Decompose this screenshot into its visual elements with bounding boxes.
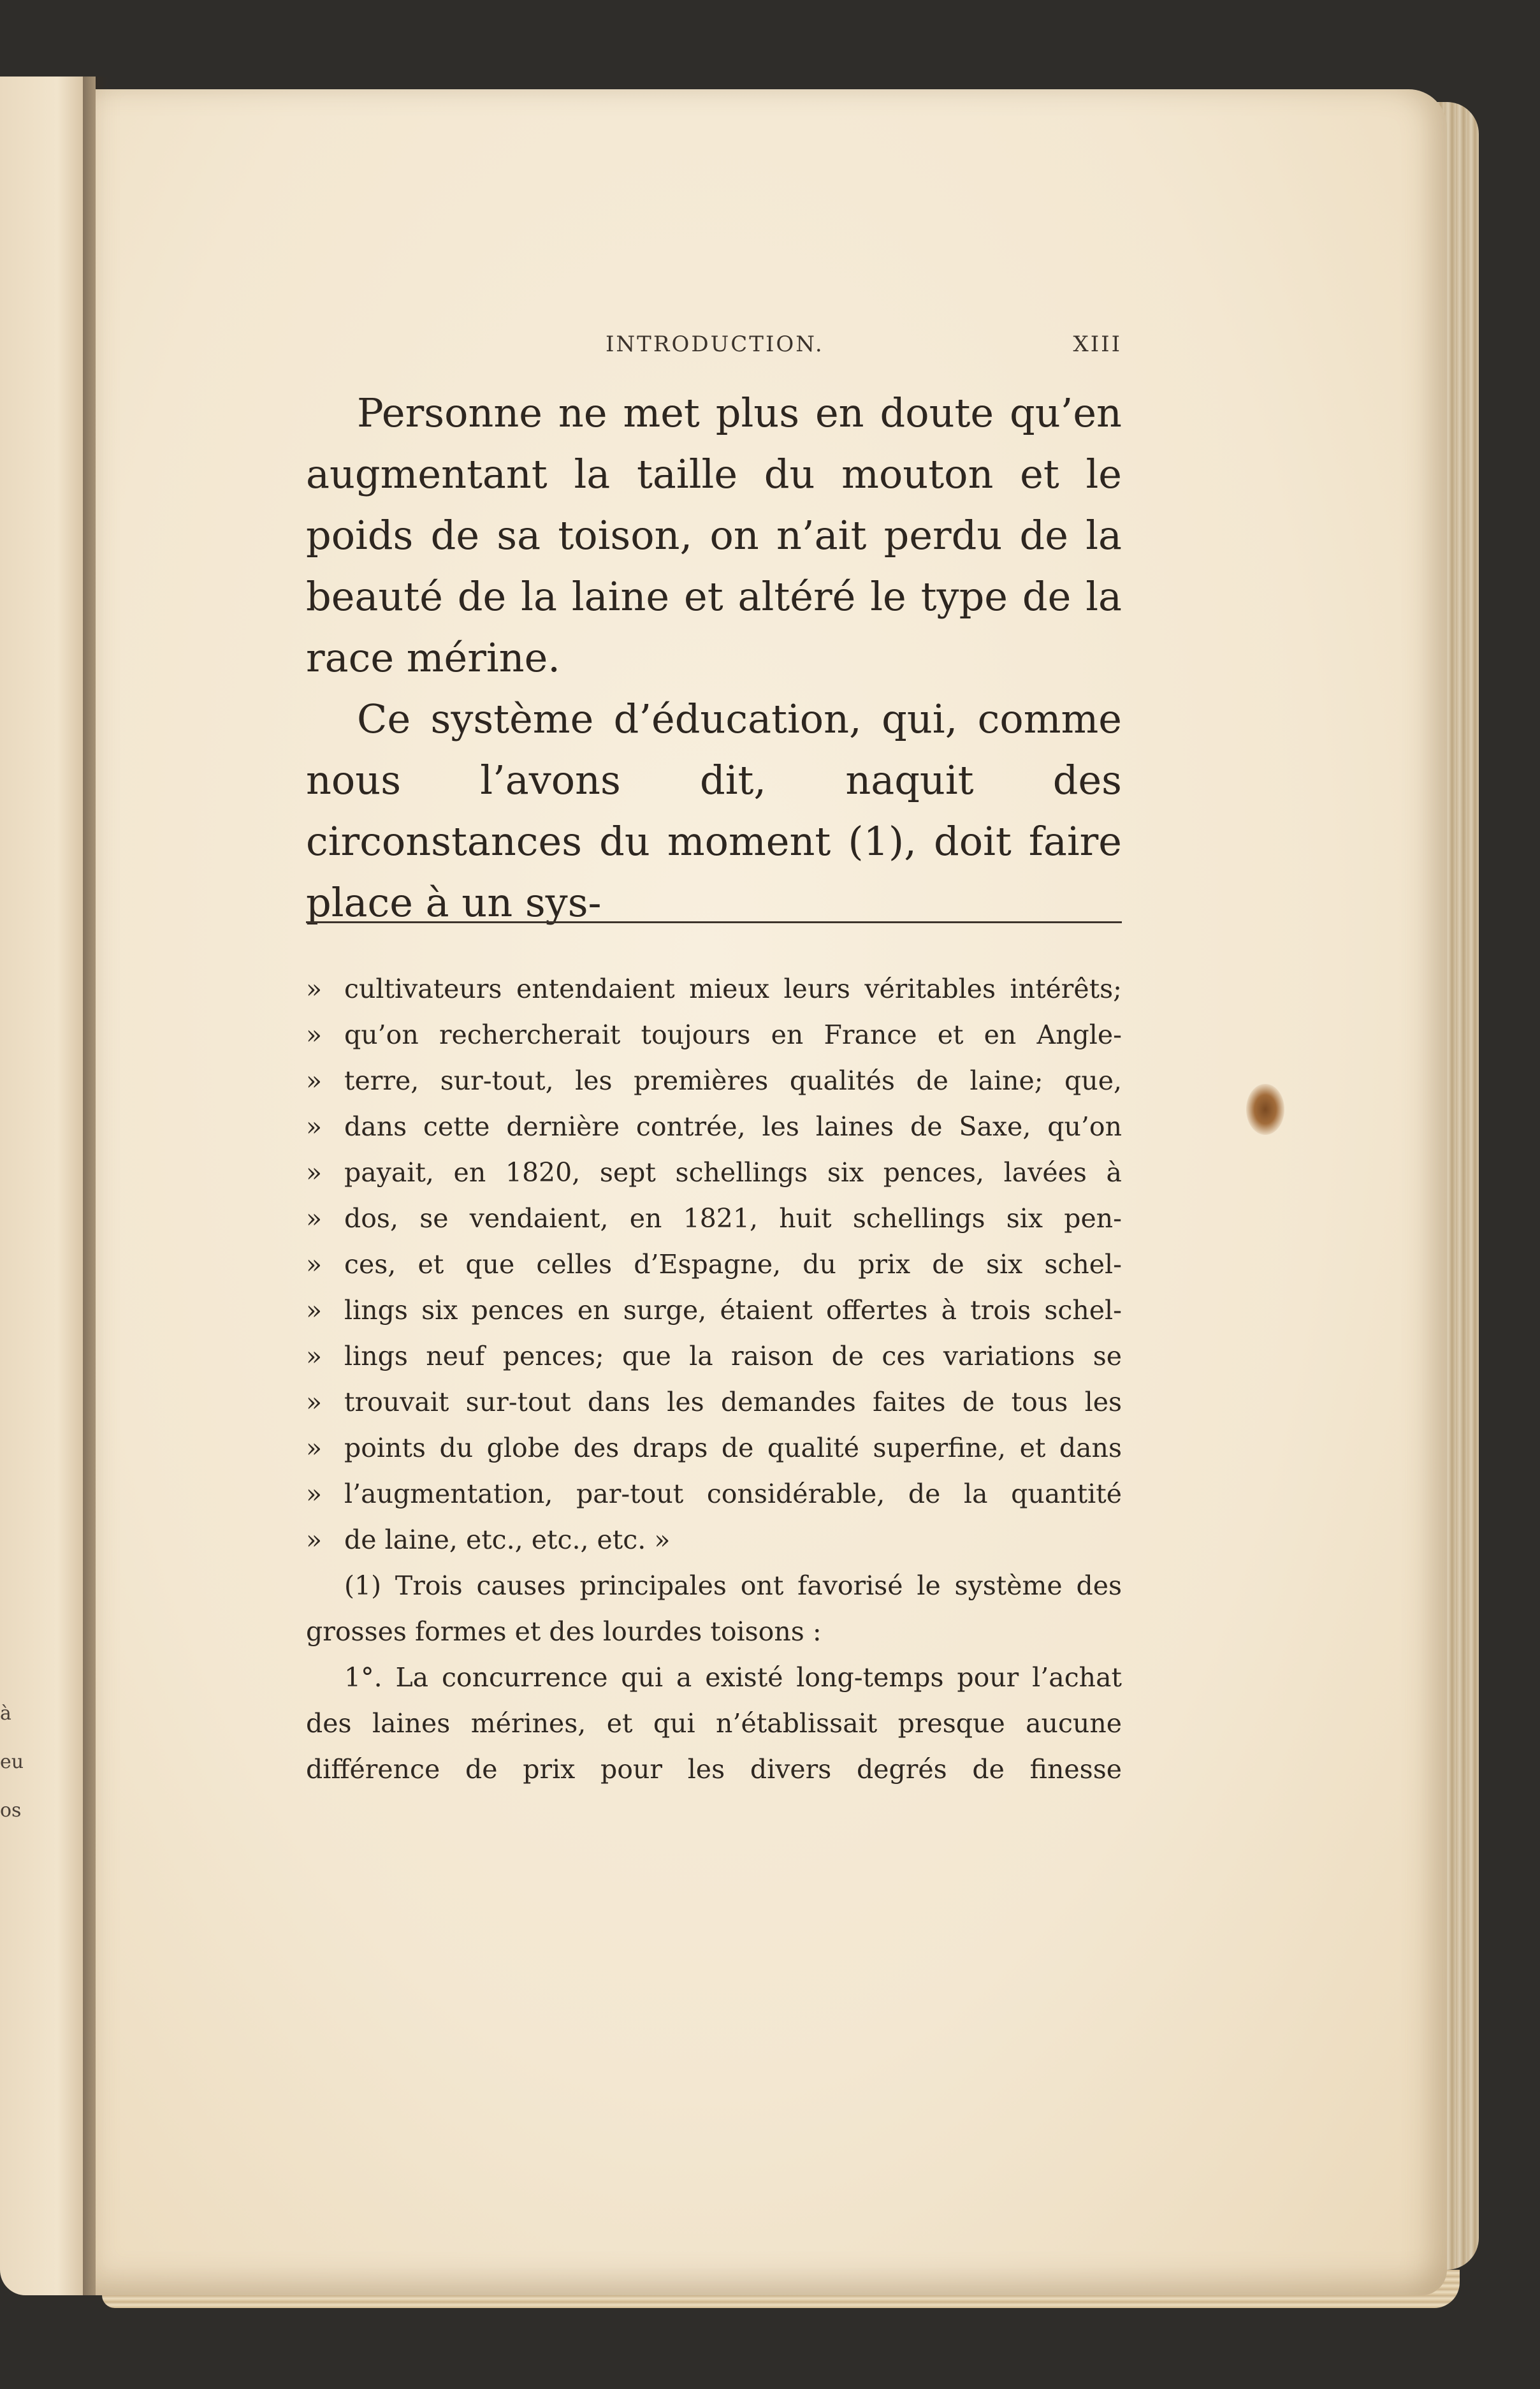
paper-stain [1246,1084,1284,1135]
page-number: XIII [1073,332,1122,357]
quote-text: lings six pences en surge, étaient offertes à trois schel- [344,1295,1122,1326]
quote-mark: » [306,1433,323,1463]
body-paragraph: Personne ne met plus en doute qu’en augmentant la taille du mouton et le poids de sa toison, on n’ait perdu de la beauté de la laine et altéré le type de la race mérine. [306,390,1122,681]
body-paragraph: Ce système d’éducation, qui, comme nous l’avons dit, naquit des circonstances du moment (1), doit faire place à un sys- [306,696,1122,926]
quoted-note [306,966,1122,1563]
quote-line [306,1104,1122,1150]
left-page-text-fragments [0,1690,25,1835]
quote-text: lings neuf pences; que la raison de ces variations se [344,1341,1122,1371]
quote-text: payait, en 1820, sept schellings six pences, lavées à [344,1157,1122,1188]
footnotes [306,966,1122,1792]
left-page-edge [0,77,96,2295]
quote-line [306,1379,1122,1425]
footnote-1-item-1: 1°. La concurrence qui a existé long-temps pour l’achat des laines mérines, et qui n’établissait presque aucune différence de prix pour les divers degrés de finesse [306,1662,1122,1785]
quote-mark: » [306,1341,323,1371]
quote-mark: » [306,974,323,1004]
quote-text: l’augmentation, par-tout considérable, de la quantité [344,1479,1122,1509]
main-text [306,383,1122,933]
quote-text: points du globe des draps de qualité superfine, et dans [344,1433,1122,1463]
quote-line [306,966,1122,1012]
quote-text: dos, se vendaient, en 1821, huit schellings six pen- [344,1203,1122,1234]
quote-line [306,1425,1122,1471]
footnote-rule [306,921,1122,923]
quote-line [306,1150,1122,1195]
left-fragment: eu [0,1751,24,1773]
quote-mark: » [306,1387,323,1417]
quote-text: dans cette dernière contrée, les laines de Saxe, qu’on [344,1111,1122,1142]
quote-mark: » [306,1295,323,1326]
left-fragment: os [0,1799,22,1822]
quote-text: de laine, etc., etc., etc. » [344,1524,671,1555]
quote-mark: » [306,1249,323,1280]
quote-mark: » [306,1157,323,1188]
quote-line [306,1012,1122,1058]
left-fragment: à [0,1702,11,1725]
quote-mark: » [306,1111,323,1142]
quote-mark: » [306,1479,323,1509]
quote-line [306,1058,1122,1104]
quote-line [306,1517,1122,1563]
quote-text: cultivateurs entendaient mieux leurs véritables intérêts; [344,974,1122,1004]
quote-line [306,1195,1122,1241]
quote-mark: » [306,1065,323,1096]
running-head [306,332,1122,370]
quote-text: ces, et que celles d’Espagne, du prix de six schel- [344,1249,1122,1280]
quote-line [306,1471,1122,1517]
running-head-title: INTRODUCTION. [606,332,824,357]
quote-text: qu’on rechercherait toujours en France et en Angle- [344,1019,1122,1050]
quote-text: trouvait sur-tout dans les demandes faites de tous les [344,1387,1122,1417]
quote-text: terre, sur-tout, les premières qualités de laine; que, [344,1065,1122,1096]
quote-line [306,1333,1122,1379]
quote-line [306,1287,1122,1333]
quote-mark: » [306,1203,323,1234]
quote-mark: » [306,1524,323,1555]
footnote-1: (1) Trois causes principales ont favorisé le système des grosses formes et des lourdes toisons : [306,1570,1122,1647]
quote-mark: » [306,1019,323,1050]
quote-line [306,1241,1122,1287]
